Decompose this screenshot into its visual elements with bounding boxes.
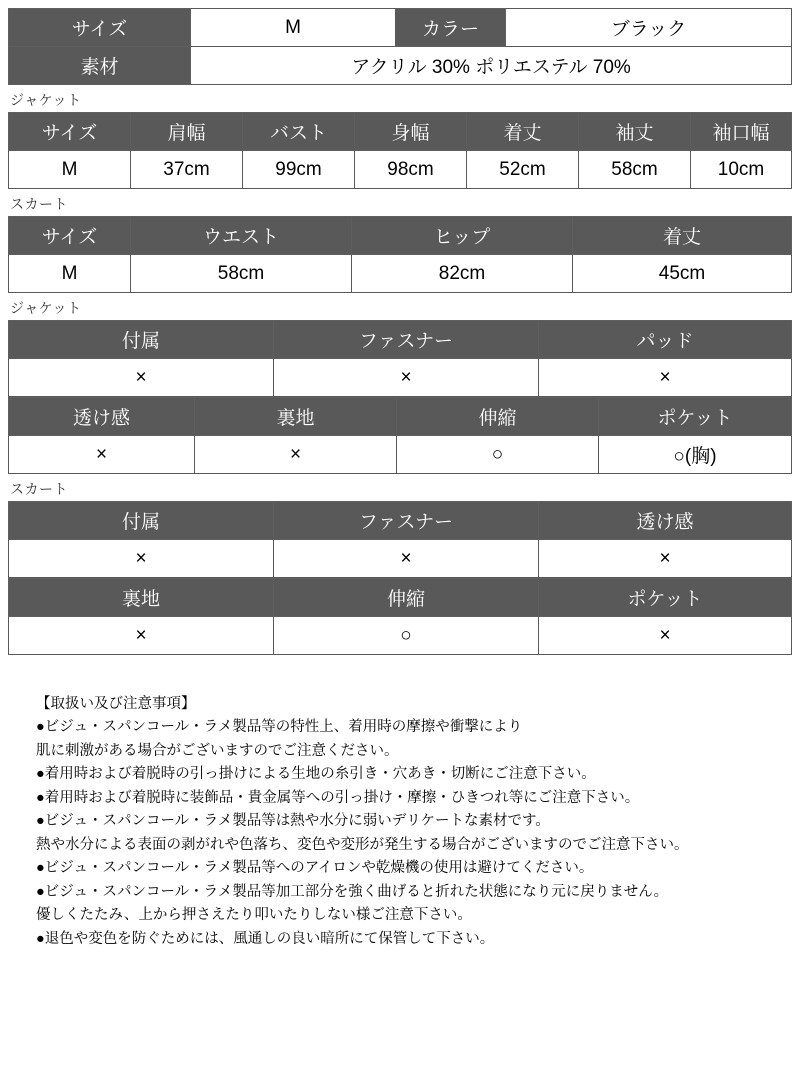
- basic-info-table: [8, 8, 792, 85]
- cell-value: ×: [274, 540, 539, 578]
- table-row: [9, 579, 792, 617]
- col-header: パッド: [539, 321, 792, 359]
- col-header: 透け感: [539, 502, 792, 540]
- section-label-skirt-features: スカート: [10, 481, 68, 497]
- skirt-features-table-2: [8, 578, 792, 655]
- cell-value: ×: [9, 436, 195, 474]
- material-header: 素材: [9, 47, 191, 85]
- table-row: [9, 151, 792, 189]
- size-header: サイズ: [9, 9, 191, 47]
- table-row: [9, 617, 792, 655]
- table-row: [9, 217, 792, 255]
- col-header: 着丈: [467, 113, 579, 151]
- jacket-features-table: [8, 320, 792, 397]
- notes-line: ●退色や変色を防ぐためには、風通しの良い暗所にて保管して下さい。: [36, 930, 495, 947]
- notes-line: 肌に刺激がある場合がございますのでご注意ください。: [36, 742, 399, 759]
- table-row: [9, 359, 792, 397]
- col-header: サイズ: [9, 217, 131, 255]
- table-row: [9, 436, 792, 474]
- cell-value: ×: [9, 359, 274, 397]
- notes-line: ●ビジュ・スパンコール・ラメ製品等加工部分を強く曲げると折れた状態になり元に戻りません。: [36, 883, 669, 900]
- col-header: 袖丈: [579, 113, 691, 151]
- col-header: 裏地: [195, 398, 397, 436]
- col-header: 身幅: [355, 113, 467, 151]
- notes-line: ●着用時および着脱時に装飾品・貴金属等への引っ掛け・摩擦・ひきつれ等にご注意下さい。: [36, 789, 640, 806]
- col-header: ポケット: [539, 579, 792, 617]
- table-row: [9, 502, 792, 540]
- cell-value: 58cm: [131, 255, 352, 293]
- cell-value: 37cm: [131, 151, 243, 189]
- col-header: 袖口幅: [691, 113, 792, 151]
- table-row: [9, 398, 792, 436]
- col-header: 伸縮: [274, 579, 539, 617]
- care-notes: [36, 693, 781, 951]
- table-row: [9, 9, 792, 47]
- cell-value: 45cm: [573, 255, 792, 293]
- section-label-jacket-features: ジャケット: [10, 300, 82, 316]
- table-row: [9, 255, 792, 293]
- col-header: ウエスト: [131, 217, 352, 255]
- col-header: 着丈: [573, 217, 792, 255]
- cell-value: ○: [397, 436, 599, 474]
- cell-value: ×: [539, 540, 792, 578]
- cell-value: 52cm: [467, 151, 579, 189]
- section-label-skirt-measurements: スカート: [10, 196, 68, 212]
- table-row: [9, 113, 792, 151]
- cell-value: 82cm: [352, 255, 573, 293]
- col-header: バスト: [243, 113, 355, 151]
- col-header: 伸縮: [397, 398, 599, 436]
- cell-value: 99cm: [243, 151, 355, 189]
- col-header: 裏地: [9, 579, 274, 617]
- notes-line: ●ビジュ・スパンコール・ラメ製品等は熱や水分に弱いデリケートな素材です。: [36, 813, 550, 830]
- cell-value: ○(胸): [599, 436, 792, 474]
- cell-value: ×: [274, 359, 539, 397]
- table-row: [9, 47, 792, 85]
- cell-value: 58cm: [579, 151, 691, 189]
- cell-value: ×: [539, 617, 792, 655]
- cell-value: M: [9, 255, 131, 293]
- col-header: ファスナー: [274, 321, 539, 359]
- cell-value: ×: [539, 359, 792, 397]
- cell-value: ○: [274, 617, 539, 655]
- cell-value: M: [9, 151, 131, 189]
- col-header: 付属: [9, 321, 274, 359]
- cell-value: 10cm: [691, 151, 792, 189]
- cell-value: ×: [195, 436, 397, 474]
- notes-line: ●ビジュ・スパンコール・ラメ製品等へのアイロンや乾燥機の使用は避けてください。: [36, 860, 594, 877]
- size-value: M: [191, 9, 396, 47]
- col-header: ポケット: [599, 398, 792, 436]
- notes-line: ●ビジュ・スパンコール・ラメ製品等の特性上、着用時の摩擦や衝撃により: [36, 719, 523, 736]
- notes-title: 【取扱い及び注意事項】: [36, 696, 196, 712]
- cell-value: 98cm: [355, 151, 467, 189]
- cell-value: ×: [9, 540, 274, 578]
- col-header: 付属: [9, 502, 274, 540]
- cell-value: ×: [9, 617, 274, 655]
- col-header: 透け感: [9, 398, 195, 436]
- table-row: [9, 321, 792, 359]
- skirt-measurements-table: [8, 216, 792, 293]
- table-row: [9, 540, 792, 578]
- section-label-jacket-measurements: ジャケット: [10, 92, 82, 108]
- col-header: 肩幅: [131, 113, 243, 151]
- col-header: サイズ: [9, 113, 131, 151]
- col-header: ヒップ: [352, 217, 573, 255]
- notes-line: ●着用時および着脱時の引っ掛けによる生地の糸引き・穴あき・切断にご注意下さい。: [36, 766, 596, 783]
- material-value: アクリル 30% ポリエステル 70%: [191, 47, 792, 85]
- color-header: カラー: [396, 9, 506, 47]
- jacket-features-table-2: [8, 397, 792, 474]
- skirt-features-table: [8, 501, 792, 578]
- jacket-measurements-table: [8, 112, 792, 189]
- notes-line: 熱や水分による表面の剥がれや色落ち、変色や変形が発生する場合がございますのでご注意下さい。: [36, 836, 689, 853]
- color-value: ブラック: [506, 9, 792, 47]
- notes-line: 優しくたたみ、上から押さえたり叩いたりしない様ご注意下さい。: [36, 907, 472, 924]
- col-header: ファスナー: [274, 502, 539, 540]
